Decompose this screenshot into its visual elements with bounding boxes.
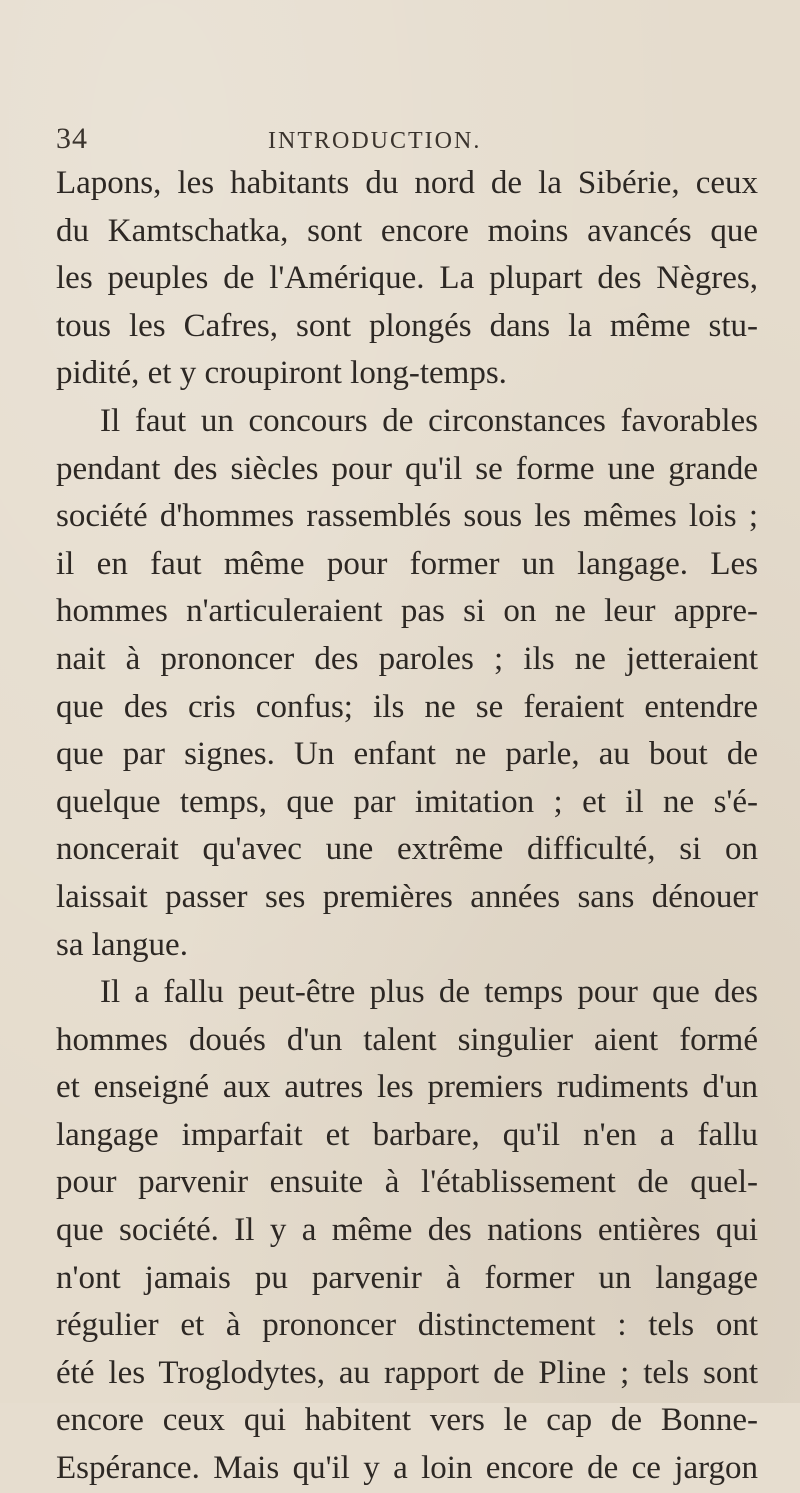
text-line: nait à prononcer des paroles ; ils ne jetteraient xyxy=(56,640,758,677)
text-line: sa langue. xyxy=(56,926,188,963)
text-line: pour parvenir ensuite à l'établissement de quel- xyxy=(56,1164,758,1201)
body-text xyxy=(56,160,758,1493)
text-line: quelque temps, que par imitation ; et il ne s'é- xyxy=(56,783,758,820)
text-line: pendant des siècles pour qu'il se forme une grande xyxy=(56,450,758,487)
text-line: que des cris confus; ils ne se feraient entendre xyxy=(56,688,758,725)
text-line: Il faut un concours de circonstances favorables xyxy=(100,402,758,439)
page-header xyxy=(56,122,756,162)
text-line: société d'hommes rassemblés sous les mêmes lois ; xyxy=(56,498,758,535)
text-line: laissait passer ses premières années sans dénouer xyxy=(56,878,758,915)
text-line: du Kamtschatka, sont encore moins avancés que xyxy=(56,212,758,249)
text-line: hommes doués d'un talent singulier aient formé xyxy=(56,1021,758,1058)
text-line: hommes n'articuleraient pas si on ne leur appre- xyxy=(56,593,758,630)
text-line: été les Troglodytes, au rapport de Pline ; tels sont xyxy=(56,1354,758,1391)
text-line: tous les Cafres, sont plongés dans la même stu- xyxy=(56,307,758,344)
text-line: langage imparfait et barbare, qu'il n'en a fallu xyxy=(56,1116,758,1153)
text-line: les peuples de l'Amérique. La plupart des Nègres, xyxy=(56,260,758,297)
text-line: encore ceux qui habitent vers le cap de Bonne- xyxy=(56,1402,758,1439)
text-line: que par signes. Un enfant ne parle, au bout de xyxy=(56,736,758,773)
text-line: Espérance. Mais qu'il y a loin encore de ce jargon xyxy=(56,1450,758,1487)
text-line: il en faut même pour former un langage. Les xyxy=(56,545,758,582)
text-line: régulier et à prononcer distinctement : tels ont xyxy=(56,1307,758,1344)
text-line: noncerait qu'avec une extrême difficulté, si on xyxy=(56,831,758,868)
page-number: 34 xyxy=(56,122,88,155)
text-line: Il a fallu peut-être plus de temps pour que des xyxy=(100,974,758,1011)
text-line: n'ont jamais pu parvenir à former un langage xyxy=(56,1259,758,1296)
text-line: Lapons, les habitants du nord de la Sibérie, ceux xyxy=(56,165,758,201)
text-line: pidité, et y croupiront long-temps. xyxy=(56,355,507,392)
text-line: et enseigné aux autres les premiers rudiments d'un xyxy=(56,1069,758,1106)
running-head: INTRODUCTION. xyxy=(268,128,482,154)
text-line: que société. Il y a même des nations entières qui xyxy=(56,1212,758,1249)
